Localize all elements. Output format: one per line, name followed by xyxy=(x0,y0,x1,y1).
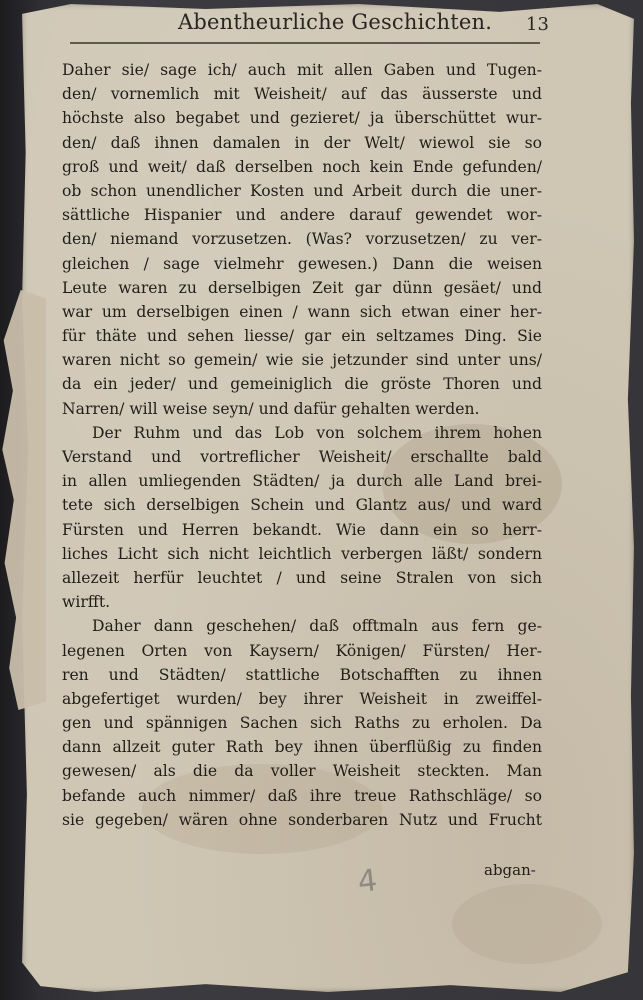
text-line: dann allzeit guter Rath bey ihnen überflüßig zu finden xyxy=(62,738,542,757)
text-line: legenen Orten von Kaysern/ Königen/ Fürsten/ Her- xyxy=(62,641,542,660)
text-line: sättliche Hispanier und andere darauf gewendet wor- xyxy=(62,206,542,225)
text-line: Leute waren zu derselbigen Zeit gar dünn gesäet/ und xyxy=(62,278,542,297)
running-header: Abentheurliche Geschichten. xyxy=(178,10,493,34)
paper-stain xyxy=(452,884,602,964)
text-line: tete sich derselbigen Schein und Glantz aus/ und ward xyxy=(62,496,542,515)
text-line: liches Licht sich nicht leichtlich verbergen läßt/ sondern xyxy=(62,544,542,563)
text-line: groß und weit/ daß derselben noch kein Ende gefunden/ xyxy=(62,157,542,176)
text-line: höchste also begabet und gezieret/ ja überschüttet wur- xyxy=(62,109,542,128)
text-line: Daher sie/ sage ich/ auch mit allen Gaben und Tugen- xyxy=(62,61,542,79)
text-line: wirfft. xyxy=(62,593,111,612)
text-line: den/ daß ihnen damalen in der Welt/ wiewol sie so xyxy=(62,133,542,152)
text-line: da ein jeder/ und gemeiniglich die gröste Thoren und xyxy=(62,375,542,394)
text-line: gleichen / sage vielmehr gewesen.) Dann die weisen xyxy=(62,254,542,273)
text-line: Der Ruhm und das Lob von solchem ihrem hohen xyxy=(92,423,542,442)
text-line: ob schon unendlicher Kosten und Arbeit durch die uner- xyxy=(62,181,542,200)
catchword: abgan- xyxy=(484,861,536,879)
page-number: 13 xyxy=(526,14,549,35)
text-line: Fürsten und Herren bekandt. Wie dann ein so herr- xyxy=(62,520,542,539)
text-line: gewesen/ als die da voller Weisheit steckten. Man xyxy=(62,762,542,781)
text-line: für thäte und sehen liesse/ gar ein seltzames Ding. Sie xyxy=(62,327,542,346)
text-line: Daher dann geschehen/ daß offtmaln aus fern ge- xyxy=(92,617,542,636)
pencil-annotation: 4 xyxy=(356,863,379,900)
header-rule xyxy=(70,42,540,44)
body-text xyxy=(62,58,542,832)
text-line: abgefertiget wurden/ bey ihrer Weisheit in zweiffel- xyxy=(62,689,542,708)
text-line: gen und spännigen Sachen sich Raths zu erholen. Da xyxy=(62,714,542,733)
text-line: sie gegeben/ wären ohne sonderbaren Nutz und Frucht xyxy=(62,810,542,829)
text-line: den/ niemand vorzusetzen. (Was? vorzusetzen/ zu ver- xyxy=(62,230,542,249)
text-line: ren und Städten/ stattliche Botschafften zu ihnen xyxy=(62,665,542,684)
text-line: befande auch nimmer/ daß ihre treue Rathschläge/ so xyxy=(62,786,542,805)
text-line: Verstand und vortreflicher Weisheit/ erschallte bald xyxy=(62,448,542,466)
text-line: in allen umliegenden Städten/ ja durch alle Land brei- xyxy=(62,472,542,491)
text-line: allezeit herfür leuchtet / und seine Stralen von sich xyxy=(62,568,542,587)
text-line: war um derselbigen einen / wann sich etwan einer her- xyxy=(62,302,542,321)
text-line: Narren/ will weise seyn/ und dafür gehalten werden. xyxy=(62,399,480,418)
text-line: den/ vornemlich mit Weisheit/ auf das äusserste und xyxy=(62,85,542,104)
text-line: waren nicht so gemein/ wie sie jetzunder sind unter uns/ xyxy=(62,351,542,370)
